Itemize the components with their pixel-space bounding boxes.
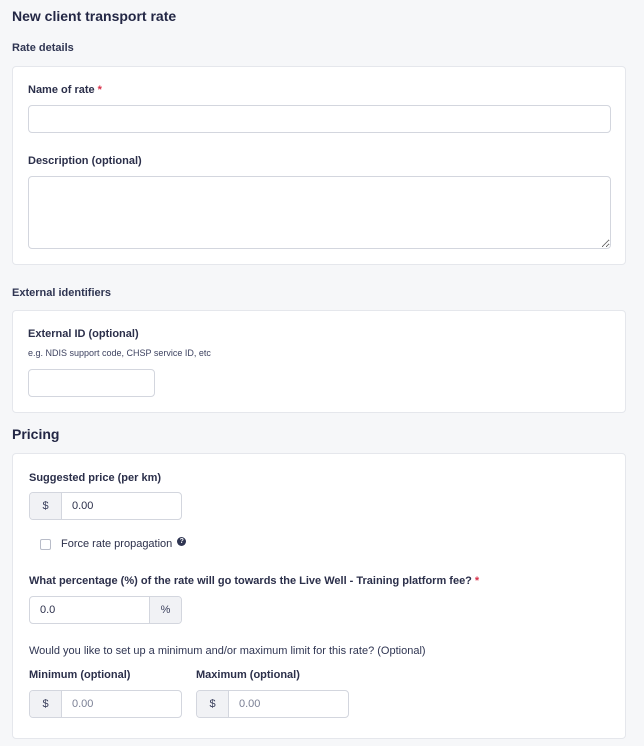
- minimum-input-group: [29, 690, 182, 718]
- pricing-heading: Pricing: [12, 426, 60, 442]
- minimum-label: Minimum (optional): [29, 669, 131, 681]
- name-of-rate-input[interactable]: [28, 105, 611, 133]
- minimum-input[interactable]: [62, 691, 181, 717]
- suggested-price-label: Suggested price (per km): [29, 472, 162, 484]
- suggested-price-input-group: [29, 492, 182, 520]
- percent-suffix: %: [149, 597, 181, 623]
- platform-fee-label: What percentage (%) of the rate will go towards the Live Well - Training platform fee? *: [29, 575, 480, 587]
- external-id-help-text: e.g. NDIS support code, CHSP service ID, etc: [28, 348, 211, 358]
- dollar-prefix: $: [30, 691, 62, 717]
- external-id-label: External ID (optional): [28, 328, 139, 340]
- force-rate-propagation-label[interactable]: Force rate propagation: [61, 538, 173, 550]
- external-id-input[interactable]: [28, 369, 155, 397]
- rate-details-heading: Rate details: [12, 42, 74, 54]
- question-circle-icon[interactable]: ?: [177, 537, 186, 546]
- external-identifiers-heading: External identifiers: [12, 287, 112, 299]
- required-marker: *: [97, 84, 102, 96]
- page-title: New client transport rate: [12, 8, 177, 24]
- maximum-label: Maximum (optional): [196, 669, 300, 681]
- rate-details-card: [12, 66, 626, 265]
- platform-fee-input-group: [29, 596, 182, 624]
- required-marker: *: [474, 575, 480, 587]
- external-identifiers-card: [12, 310, 626, 413]
- platform-fee-input[interactable]: [30, 597, 149, 623]
- pricing-card: [12, 453, 626, 739]
- maximum-input-group: [196, 690, 349, 718]
- limit-question-text: Would you like to set up a minimum and/or maximum limit for this rate? (Optional): [29, 645, 426, 657]
- dollar-prefix: $: [197, 691, 229, 717]
- maximum-input[interactable]: [229, 691, 348, 717]
- name-of-rate-label: Name of rate *: [28, 84, 102, 96]
- dollar-prefix: $: [30, 493, 62, 519]
- suggested-price-input[interactable]: [62, 493, 181, 519]
- force-rate-propagation-checkbox[interactable]: [40, 539, 51, 550]
- description-label: Description (optional): [28, 155, 142, 167]
- force-rate-propagation-row: [40, 538, 186, 550]
- description-textarea[interactable]: [28, 176, 611, 249]
